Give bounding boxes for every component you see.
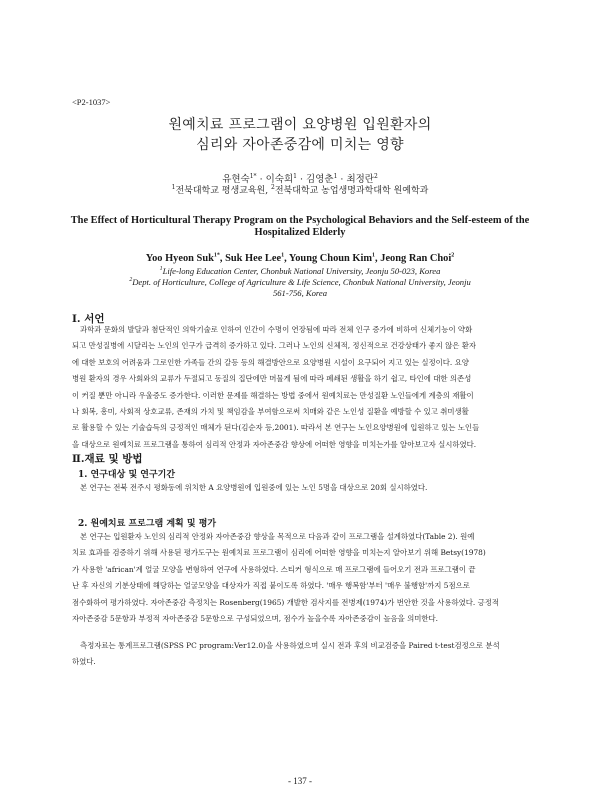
english-author-1: Yoo Hyeon Suk: [145, 253, 214, 264]
english-aff-2-line1: Dept. of Horticulture, College of Agriculture & Life Science, Chonbuk National University, Jeonju: [132, 277, 471, 287]
body-line: 하였다.: [72, 657, 96, 667]
page-number: - 137 -: [288, 776, 312, 786]
section-2-heading: Ⅱ.재료 및 방법: [72, 453, 143, 465]
korean-aff-1: 전북대학교 평생교육원,: [175, 186, 269, 196]
english-aff-1-sup: 1: [159, 266, 163, 273]
body-line: 치료 효과를 검증하기 위해 사용된 평가도구는 원예치료 프로그램이 심리에 어떠한 영향을 미치는지 알아보기 위해 Betsy(1978): [72, 548, 486, 558]
body-line: 병원 환자의 경우 사회와의 교류가 두절되고 동질의 집단에만 머물게 됨에 따라 폐쇄된 생활을 하기 쉽고, 타인에 대한 의존성: [72, 374, 472, 384]
body-line: 에 대한 보호의 어려움과 그로인한 가족들 간의 갈등 등의 해결방안으로 요양병원 시설이 요구되어 지고 있는 실정이다. 요양: [72, 357, 469, 367]
english-affiliation-2: [0, 277, 600, 287]
section-1-body: [72, 322, 530, 453]
body-line: 가 사용한 'african'계 얼굴 모양을 변형하여 연구에 사용하였다. 스티커 형식으로 매 프로그램에 들어오기 전과 프로그램이 끝: [72, 564, 476, 574]
body-line: 본 연구는 전북 전주시 평화동에 위치한 A 요양병원에 입원중에 있는 노인 5명을 대상으로 20회 실시하였다.: [80, 483, 428, 492]
korean-title-line1: 원예치료 프로그램이 요양병원 입원환자의: [168, 117, 432, 133]
paper-code: <P2-1037>: [72, 97, 111, 107]
korean-author-2-sup: 1: [293, 172, 297, 180]
english-affiliation-2-line2: 561-756, Korea: [272, 288, 328, 298]
body-line: 되고 만성질병에 시달리는 노인의 인구가 급격히 증가하고 있다. 그러나 노인의 신체적, 정신적으로 건강상태가 좋지 않은 환자: [72, 341, 477, 351]
body-line: 측정자료는 통계프로그램(SPSS PC program:Ver12.0)을 사용하였으며 실시 전과 후의 비교검증을 Paired t-test검정으로 분석: [80, 641, 500, 650]
korean-author-4: 최정란: [346, 174, 374, 185]
subsection-1-heading: 1. 연구대상 및 연구기간: [78, 470, 176, 480]
english-title-line1: The Effect of Horticultural Therapy Program on the Psychological Behaviors and the Self-esteem of the: [70, 215, 530, 226]
subsection-2-body: [72, 529, 530, 627]
body-line: 난 후 자신의 기분상태에 해당하는 얼굴모양을 대상자가 직접 붙이도록 하였다. '매우 행복함'부터 '매우 불행함'까지 5점으로: [72, 581, 470, 591]
korean-aff-1-sup: 1: [171, 184, 176, 191]
english-title-line2: Hospitalized Elderly: [254, 227, 346, 238]
korean-author-3: 김영춘: [306, 174, 334, 185]
body-line: 과학과 문화의 발달과 첨단적인 의학기술로 인하여 인간이 수명이 연장됨에 따라 전체 인구 증가에 비하여 신체기능이 약화: [80, 325, 473, 334]
korean-aff-2-sup: 2: [271, 184, 275, 191]
korean-author-4-sup: 2: [373, 172, 378, 180]
body-line: 을 대상으로 원예치료 프로그램을 통하여 심리적 안정과 자아존중감 향상에 어떠한 영향을 미치는가를 알아보고자 실시하였다.: [72, 439, 477, 449]
english-author-2: Suk Hee Lee: [225, 253, 282, 264]
korean-author-1: 유현숙: [222, 174, 250, 185]
section-1-heading: Ⅰ. 서언: [72, 313, 105, 325]
korean-aff-2: 전북대학교 농업생명과학대학 원예학과: [274, 186, 429, 196]
subsection-1-body: [72, 480, 530, 496]
english-authors: Yoo Hyeon Suk$^{1*}$, Suk Hee Lee$^1$, Young Choun Kim$^1$, Jeong Ran Choi$^2$: [145, 252, 455, 264]
korean-author-3-sup: 1: [333, 172, 338, 180]
english-author-3-sup: 1: [372, 252, 376, 259]
korean-author-2: 이숙희: [265, 174, 294, 185]
english-author-2-sup: 1: [281, 252, 285, 259]
english-affiliation-1: [0, 266, 600, 276]
subsection-2-body-continued: [72, 638, 530, 671]
english-author-4-sup: 2: [451, 252, 455, 259]
body-line: 이 커질 뿐만 아니라 우울증도 증가한다. 이러한 문제를 해결하는 방법 중에서 원예치료는 만성질환 노인들에게 계층의 재활이: [72, 390, 474, 400]
subsection-2-heading: 2. 원예치료 프로그램 계획 및 평가: [78, 519, 217, 529]
author-separator: ·: [296, 174, 307, 185]
korean-affiliations: [0, 183, 600, 196]
body-line: 나 회복, 흥미, 사회적 상호교류, 존재의 가치 및 책임감을 부여함으로써 치매와 같은 노인성 질환을 예방할 수 있고 취미생활: [72, 407, 469, 417]
english-author-3: Young Choun Kim: [288, 253, 373, 264]
english-aff-2-sup: 2: [129, 277, 133, 284]
author-separator: ·: [337, 174, 347, 185]
body-line: 점수화하여 평가하였다. 자아존중감 측정치는 Rosenberg(1965) 개발한 검사지를 전병제(1974)가 번안한 것을 사용하였다. 긍정적: [72, 597, 499, 607]
english-aff-1: Life-long Education Center, Chonbuk National University, Jeonju 50-023, Korea: [162, 266, 441, 276]
body-line: 본 연구는 입원환자 노인의 심리적 안정와 자아존중감 향상을 목적으로 다음과 같이 프로그램을 설계하였다(Table 2). 원예: [80, 532, 475, 541]
korean-author-1-sup: 1*: [249, 172, 257, 180]
body-line: 자아존중감 5문항과 부정적 자아존중감 5문항으로 구성되었으며, 점수가 높을수록 자아존중감이 높음을 의미한다.: [72, 614, 439, 624]
author-separator: ·: [256, 174, 266, 185]
english-author-1-sup: 1*: [213, 252, 220, 259]
english-author-4: Jeong Ran Choi: [380, 253, 452, 264]
korean-title-line2: 심리와 자아존중감에 미치는 영향: [196, 137, 404, 153]
body-line: 로 활용할 수 있는 기술습득의 긍정적인 매체가 된다(김순자 등,2001). 따라서 본 연구는 노인요양병원에 입원하고 있는 노인들: [72, 423, 480, 433]
